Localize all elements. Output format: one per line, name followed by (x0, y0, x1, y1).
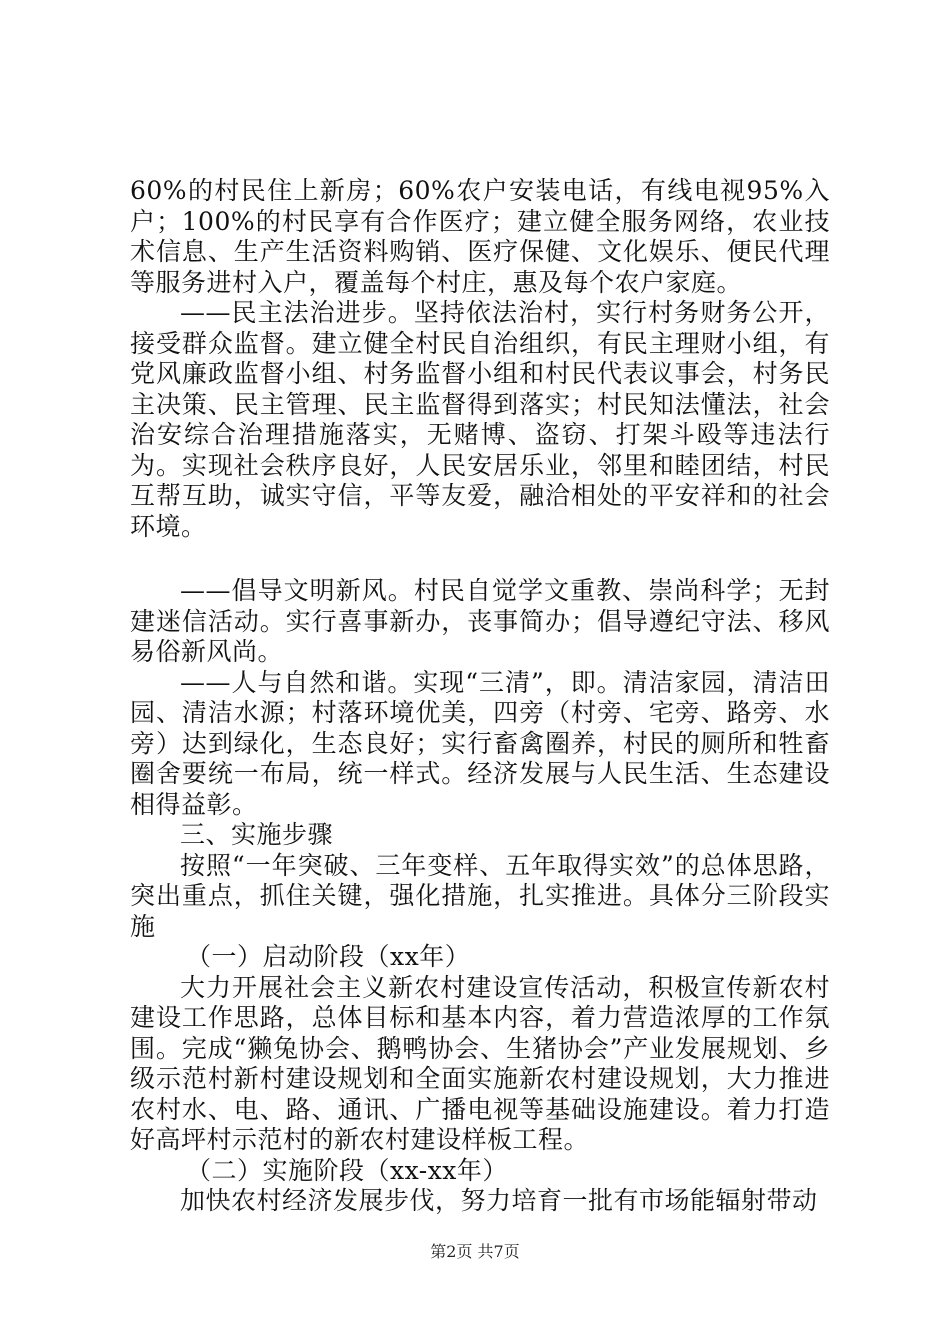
section-heading-implementation-steps: 三、实施步骤 (180, 820, 334, 849)
paragraph-continuation: 60%的村民住上新房；60%农户安装电话，有线电视95%入户；100%的村民享有合作医疗；建立健全服务网络，农业技术信息、生产生活资料购销、医疗保健、文化娱乐、便民代理等服务进村入户，覆盖每个村庄，惠及每个农户家庭。 (130, 176, 830, 297)
paragraph-startup-phase: 大力开展社会主义新农村建设宣传活动，积极宣传新农村建设工作思路，总体目标和基本内容，着力营造浓厚的工作氛围。完成“獭兔协会、鹅鸭协会、生猪协会”产业发展规划、乡级示范村新村建设规划和全面实施新农村建设规划，大力推进农村水、电、路、通讯、广播电视等基础设施建设。着力打造好高坪村示范村的新农村建设样板工程。 (130, 972, 830, 1154)
subheading-startup-phase: （一）启动阶段（xx年） (186, 942, 471, 971)
paragraph-implementation-phase: 加快农村经济发展步伐，努力培育一批有市场能辐射带动 (180, 1186, 818, 1215)
paragraph-civilized-customs: ——倡导文明新风。村民自觉学文重教、崇尚科学；无封建迷信活动。实行喜事新办，丧事简办；倡导遵纪守法、移风易俗新风尚。 (130, 576, 830, 666)
paragraph-spacer (130, 542, 830, 576)
paragraph-overall-approach: 按照“一年突破、三年变样、五年取得实效”的总体思路，突出重点，抓住关键，强化措施，扎实推进。具体分三阶段实施 (130, 850, 830, 941)
page-number-footer: 第2页 共7页 (430, 1242, 520, 1261)
paragraph-democracy-rule-of-law: ——民主法治进步。坚持依法治村，实行村务财务公开，接受群众监督。建立健全村民自治组织，有民主理财小组，有党风廉政监督小组、村务监督小组和村民代表议事会，村务民主决策、民主管理、民主监督得到落实；村民知法懂法，社会治安综合治理措施落实，无赌博、盗窃、打架斗殴等违法行为。实现社会秩序良好，人民安居乐业，邻里和睦团结，村民互帮互助，诚实守信，平等友爱，融洽相处的平安祥和的社会环境。 (130, 298, 830, 541)
subheading-implementation-phase: （二）实施阶段（xx-xx年） (186, 1155, 508, 1185)
document-body (130, 176, 830, 1217)
paragraph-harmony-with-nature: ——人与自然和谐。实现“三清”，即。清洁家园，清洁田园、清洁水源；村落环境优美，四旁（村旁、宅旁、路旁、水旁）达到绿化，生态良好；实行畜禽圈养，村民的厕所和牲畜圈舍要统一布局，统一样式。经济发展与人民生活、生态建设相得益彰。 (130, 667, 830, 819)
